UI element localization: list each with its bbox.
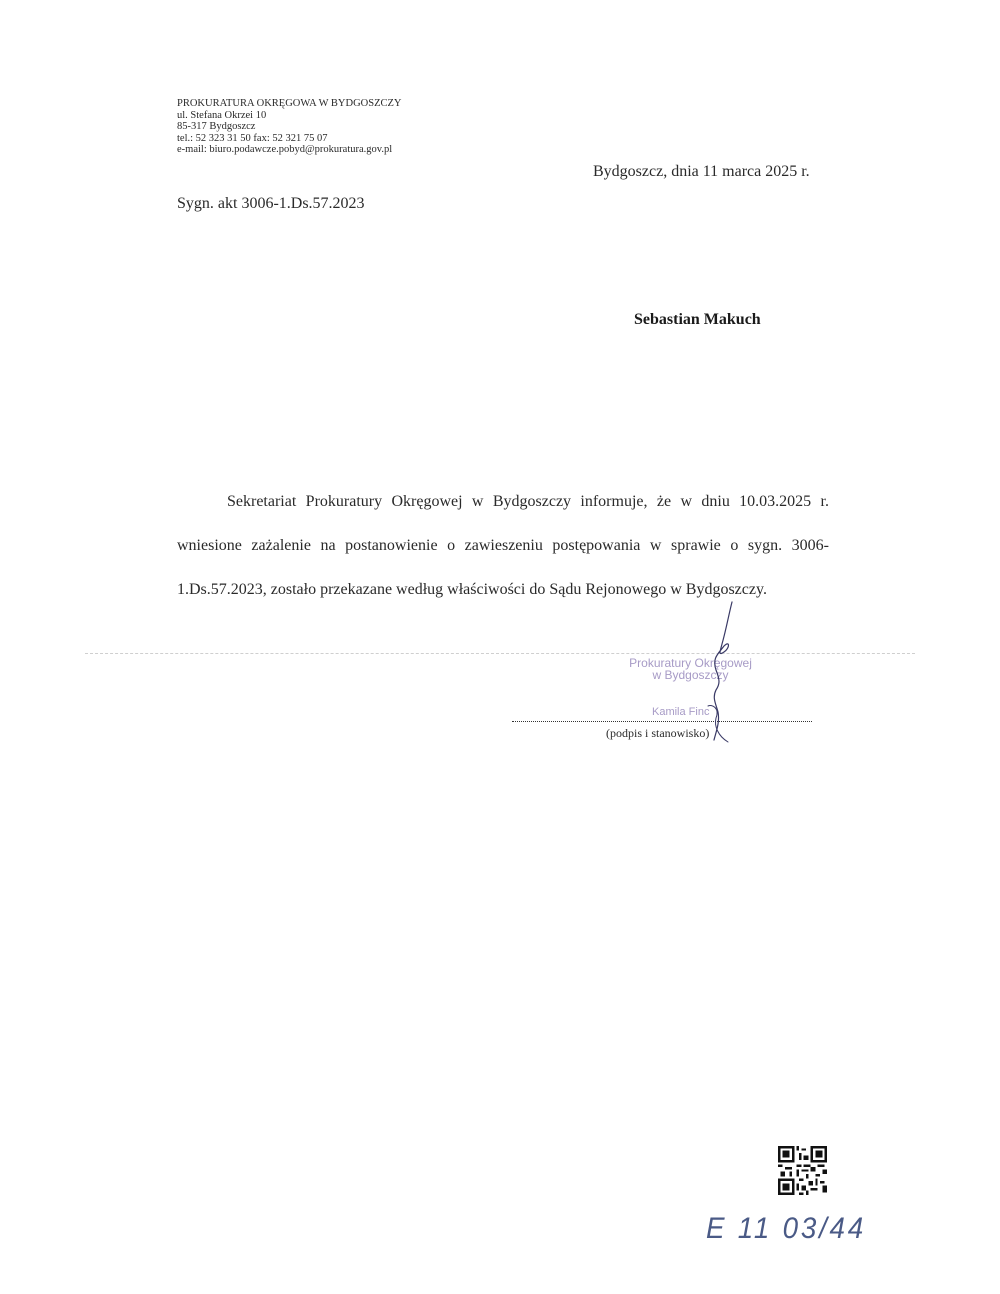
letter-body bbox=[177, 480, 829, 612]
qr-code-icon bbox=[778, 1146, 827, 1195]
handwritten-signature-icon bbox=[690, 600, 750, 750]
body-paragraph: Sekretariat Prokuratury Okręgowej w Bydgoszczy informuje, że w dniu 10.03.2025 r. wniesione zażalenie na postanowienie o zawieszeniu postępowania w sprawie o sygn. 3006-1.Ds.57.2023, zostało przekazane według właściwości do Sądu Rejonowego w Bydgoszczy. bbox=[177, 493, 829, 598]
handwritten-reference-note bbox=[704, 1204, 874, 1250]
stamp-signatory-name: Kamila Finc bbox=[652, 706, 710, 718]
institution-name: PROKURATURA OKRĘGOWA W BYDGOSZCZY bbox=[177, 98, 402, 109]
recipient-name: Sebastian Makuch bbox=[634, 311, 761, 328]
signature-label: (podpis i stanowisko) bbox=[606, 726, 710, 740]
case-number: Sygn. akt 3006-1.Ds.57.2023 bbox=[177, 195, 365, 212]
institution-email: e-mail: biuro.podawcze.pobyd@prokuratura.gov.pl bbox=[177, 144, 393, 156]
stamp-line-2: w Bydgoszczy bbox=[652, 668, 729, 682]
institution-street: ul. Stefana Okrzei 10 bbox=[177, 109, 267, 121]
institution-postal: 85-317 Bydgoszcz bbox=[177, 121, 256, 133]
letterhead bbox=[177, 98, 402, 156]
signature-dotted-line bbox=[512, 721, 812, 722]
institution-phone: tel.: 52 323 31 50 fax: 52 321 75 07 bbox=[177, 132, 328, 144]
fold-line bbox=[85, 653, 915, 654]
date-line: Bydgoszcz, dnia 11 marca 2025 r. bbox=[593, 163, 810, 180]
stamp-line-1: Prokuratury Okręgowej bbox=[629, 655, 752, 670]
handwritten-note-text: E 11 03/44 bbox=[706, 1212, 866, 1245]
